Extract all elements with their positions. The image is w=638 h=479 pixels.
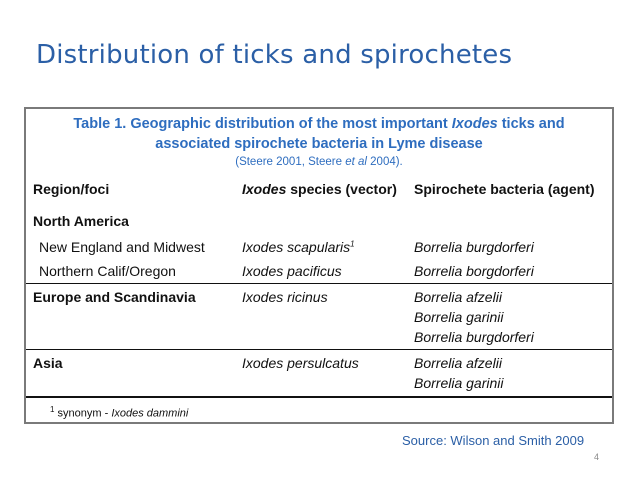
region-new-england: New England and Midwest	[39, 239, 205, 255]
vector-asia: Ixodes persulcatus	[242, 355, 359, 371]
vector-new-england	[242, 239, 355, 255]
agent-europe-1: Borrelia afzelii	[414, 289, 502, 305]
table-frame	[24, 107, 614, 424]
agent-europe-3: Borrelia burgdorferi	[414, 329, 534, 345]
table-caption-line1	[26, 116, 612, 132]
vector-europe: Ixodes ricinus	[242, 289, 328, 305]
citation-et-al: et al	[345, 156, 367, 168]
page-number: 4	[594, 452, 600, 462]
vector-northern-calif: Ixodes pacificus	[242, 263, 342, 279]
table-caption-line2: associated spirochete bacteria in Lyme disease	[155, 136, 483, 152]
row-divider	[26, 283, 612, 284]
table-caption-text-end: ticks and	[497, 116, 565, 132]
table-caption-genus: Ixodes	[451, 116, 498, 132]
region-north-america: North America	[33, 213, 129, 229]
agent-new-england: Borrelia burgdorferi	[414, 239, 534, 255]
header-region: Region/foci	[33, 181, 110, 197]
table-caption-text: Geographic distribution of the most important	[126, 116, 452, 132]
table-footnote	[50, 405, 188, 420]
region-northern-calif: Northern Calif/Oregon	[39, 263, 176, 279]
slide-title: Distribution of ticks and spirochetes	[36, 40, 513, 70]
header-agent: Spirochete bacteria (agent)	[414, 181, 595, 197]
header-vector-rest: species (vector)	[286, 181, 397, 197]
region-europe: Europe and Scandinavia	[33, 289, 196, 305]
vector-name: Ixodes scapularis	[242, 239, 351, 255]
citation-text-end: 2004).	[366, 156, 403, 168]
table-bottom-rule	[26, 396, 612, 398]
table-caption-label: Table 1.	[73, 116, 127, 132]
citation-text: (Steere 2001, Steere	[235, 156, 346, 168]
header-vector	[242, 181, 397, 197]
table-citation	[26, 156, 612, 168]
region-asia: Asia	[33, 355, 63, 371]
header-vector-genus: Ixodes	[242, 181, 287, 197]
footnote-text: synonym -	[54, 407, 112, 420]
agent-asia-2: Borrelia garinii	[414, 375, 504, 391]
agent-asia-1: Borrelia afzelii	[414, 355, 502, 371]
footnote-marker: 1	[350, 239, 355, 249]
footnote-species: Ixodes dammini	[111, 407, 189, 420]
source-citation: Source: Wilson and Smith 2009	[402, 433, 585, 448]
agent-europe-2: Borrelia garinii	[414, 309, 504, 325]
row-divider	[26, 349, 612, 350]
agent-northern-calif: Borrelia borgdorferi	[414, 263, 534, 279]
footnote-number: 1	[50, 405, 55, 414]
